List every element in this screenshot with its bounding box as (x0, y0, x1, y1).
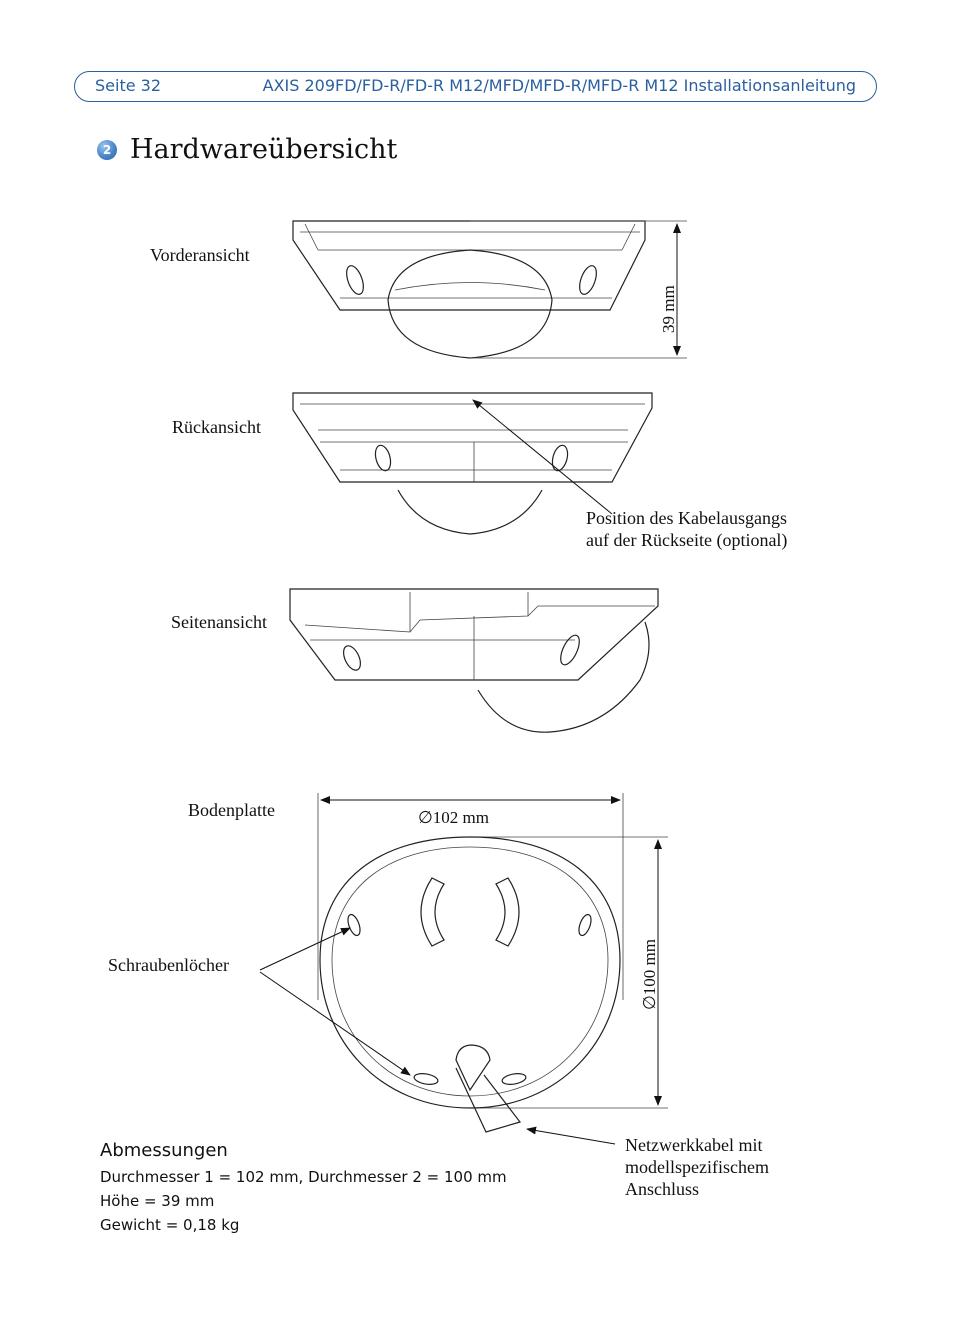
network-cable-callout-line1: Netzwerkkabel mit (625, 1135, 763, 1155)
page-number: Seite 32 (95, 76, 162, 95)
specs-line-weight: Gewicht = 0,18 kg (100, 1216, 240, 1234)
base-plate-drawing (260, 793, 668, 1144)
rear-view-label: Rückansicht (172, 417, 261, 437)
diameter2-dimension-label: ∅100 mm (640, 938, 659, 1010)
dimensions-specs (100, 1140, 507, 1237)
cable-exit-callout-line2: auf der Rückseite (optional) (586, 530, 788, 550)
diameter1-dimension-label: ∅102 mm (418, 808, 490, 827)
specs-line-height: Höhe = 39 mm (100, 1192, 215, 1210)
network-cable-callout-line3: Anschluss (625, 1179, 700, 1199)
screw-holes-callout: Schraubenlöcher (108, 955, 229, 975)
specs-heading: Abmessungen (100, 1140, 228, 1161)
document-title: AXIS 209FD/FD-R/FD-R M12/MFD/MFD-R/MFD-R M12 Installationsanleitung (262, 76, 856, 95)
section-title: Hardwareübersicht (130, 134, 398, 165)
side-view-drawing (290, 589, 658, 732)
front-view-drawing (293, 221, 687, 358)
height-dimension-label: 39 mm (659, 285, 678, 333)
base-plate-label: Bodenplatte (188, 800, 275, 820)
section-number-badge: 2 (97, 140, 117, 160)
network-cable-callout-line2: modellspezifischem (625, 1157, 769, 1177)
front-view-label: Vorderansicht (150, 245, 250, 265)
side-view-label: Seitenansicht (171, 612, 267, 632)
cable-exit-callout-line1: Position des Kabelausgangs (586, 508, 787, 528)
specs-line-diameter: Durchmesser 1 = 102 mm, Durchmesser 2 = 100 mm (100, 1168, 507, 1186)
